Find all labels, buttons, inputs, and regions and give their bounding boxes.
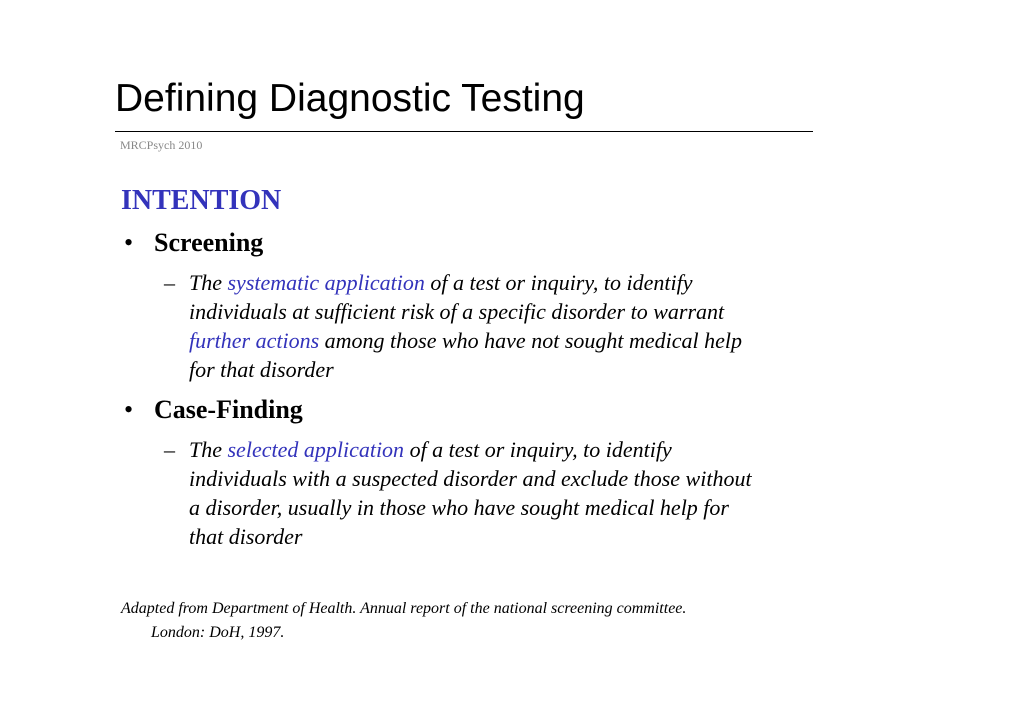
bullet-screening [124, 227, 263, 259]
slide-title: Defining Diagnostic Testing [115, 77, 585, 120]
def-text: The [189, 437, 228, 462]
screening-definition [189, 268, 889, 384]
bullet-label: Case-Finding [154, 395, 303, 424]
def-highlight: systematic application [227, 270, 425, 295]
title-rule [115, 131, 813, 132]
bullet-glyph: • [124, 395, 134, 424]
def-text: of a test or inquiry, to identify [424, 270, 693, 295]
case-finding-definition [189, 435, 889, 551]
def-text: that disorder [189, 524, 303, 549]
bullet-label: Screening [154, 228, 264, 257]
def-text: among those who have not sought medical help [319, 328, 743, 353]
def-highlight: further actions [189, 328, 320, 353]
def-text: The [189, 270, 228, 295]
slide-subtitle: MRCPsych 2010 [120, 138, 203, 152]
def-text: a disorder, usually in those who have sought medical help for [189, 495, 729, 520]
dash-glyph: – [164, 437, 175, 462]
bullet-glyph: • [124, 228, 134, 257]
reference-line: London: DoH, 1997. [151, 624, 285, 641]
reference-line: Adapted from Department of Health. Annual report of the national screening committee. [121, 600, 687, 617]
bullet-case-finding [124, 394, 303, 426]
def-highlight: selected application [227, 437, 405, 462]
dash-glyph: – [164, 270, 175, 295]
reference-citation [121, 597, 686, 645]
def-text: for that disorder [189, 357, 334, 382]
section-heading: INTENTION [121, 185, 282, 216]
def-text: individuals at sufficient risk of a specific disorder to warrant [189, 299, 725, 324]
def-text: of a test or inquiry, to identify [404, 437, 672, 462]
def-text: individuals with a suspected disorder and exclude those without [189, 466, 752, 491]
